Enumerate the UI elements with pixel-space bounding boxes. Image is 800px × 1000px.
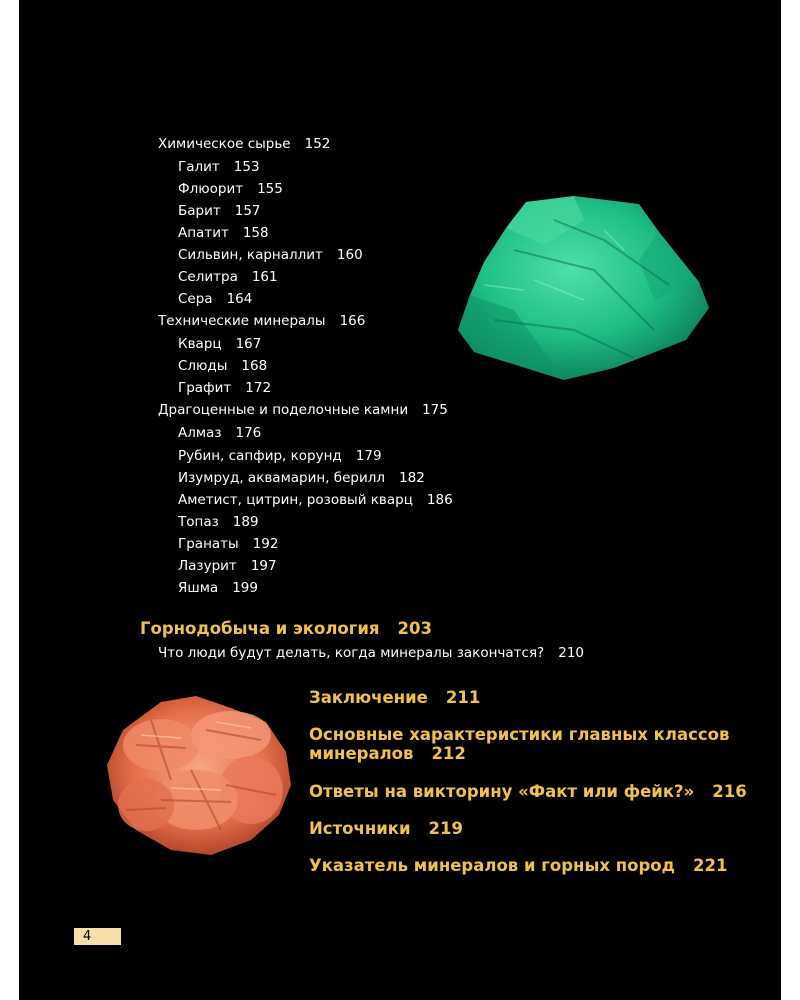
toc-item[interactable]: Барит 157 bbox=[178, 203, 261, 219]
toc-section-conclusion[interactable]: Заключение 211 bbox=[309, 688, 481, 707]
toc-item[interactable]: Гранаты 192 bbox=[178, 536, 279, 552]
toc-item[interactable]: Алмаз 176 bbox=[178, 425, 262, 441]
toc-item[interactable]: Кварц 167 bbox=[178, 336, 262, 352]
toc-item[interactable]: Апатит 158 bbox=[178, 225, 269, 241]
toc-group-technical[interactable]: Технические минералы 166 bbox=[158, 313, 366, 329]
toc-section-characteristics[interactable]: Основные характеристики главных классов минералов 212 bbox=[309, 725, 730, 763]
toc-item[interactable]: Слюды 168 bbox=[178, 358, 268, 374]
toc-item[interactable]: Галит 153 bbox=[178, 159, 260, 175]
page-number: 4 bbox=[74, 928, 121, 945]
toc-item[interactable]: Селитра 161 bbox=[178, 269, 278, 285]
toc-section-sources[interactable]: Источники 219 bbox=[309, 819, 463, 838]
toc-section-quiz-answers[interactable]: Ответы на викторину «Факт или фейк?» 216 bbox=[309, 782, 747, 801]
toc-item[interactable]: Топаз 189 bbox=[178, 514, 259, 530]
toc-item[interactable]: Сера 164 bbox=[178, 291, 253, 307]
toc-group-chemical[interactable]: Химическое сырье 152 bbox=[158, 136, 331, 152]
green-mineral-image bbox=[454, 190, 714, 385]
toc-item[interactable]: Аметист, цитрин, розовый кварц 186 bbox=[178, 492, 453, 508]
toc-item[interactable]: Яшма 199 bbox=[178, 580, 258, 596]
toc-section-mining[interactable]: Горнодобыча и экология 203 bbox=[140, 619, 432, 638]
toc-section-index[interactable]: Указатель минералов и горных пород 221 bbox=[309, 856, 728, 875]
desert-rose-mineral-image bbox=[101, 690, 296, 860]
toc-item[interactable]: Графит 172 bbox=[178, 380, 272, 396]
toc-group-gems[interactable]: Драгоценные и поделочные камни 175 bbox=[158, 402, 448, 418]
toc-item[interactable]: Флюорит 155 bbox=[178, 181, 283, 197]
toc-item[interactable]: Лазурит 197 bbox=[178, 558, 277, 574]
book-page bbox=[19, 0, 781, 1000]
toc-item[interactable]: Сильвин, карналлит 160 bbox=[178, 247, 363, 263]
toc-item[interactable]: Изумруд, аквамарин, берилл 182 bbox=[178, 470, 425, 486]
toc-item[interactable]: Рубин, сапфир, корунд 179 bbox=[178, 448, 382, 464]
toc-item-mining-sub[interactable]: Что люди будут делать, когда минералы закончатся? 210 bbox=[158, 645, 585, 661]
